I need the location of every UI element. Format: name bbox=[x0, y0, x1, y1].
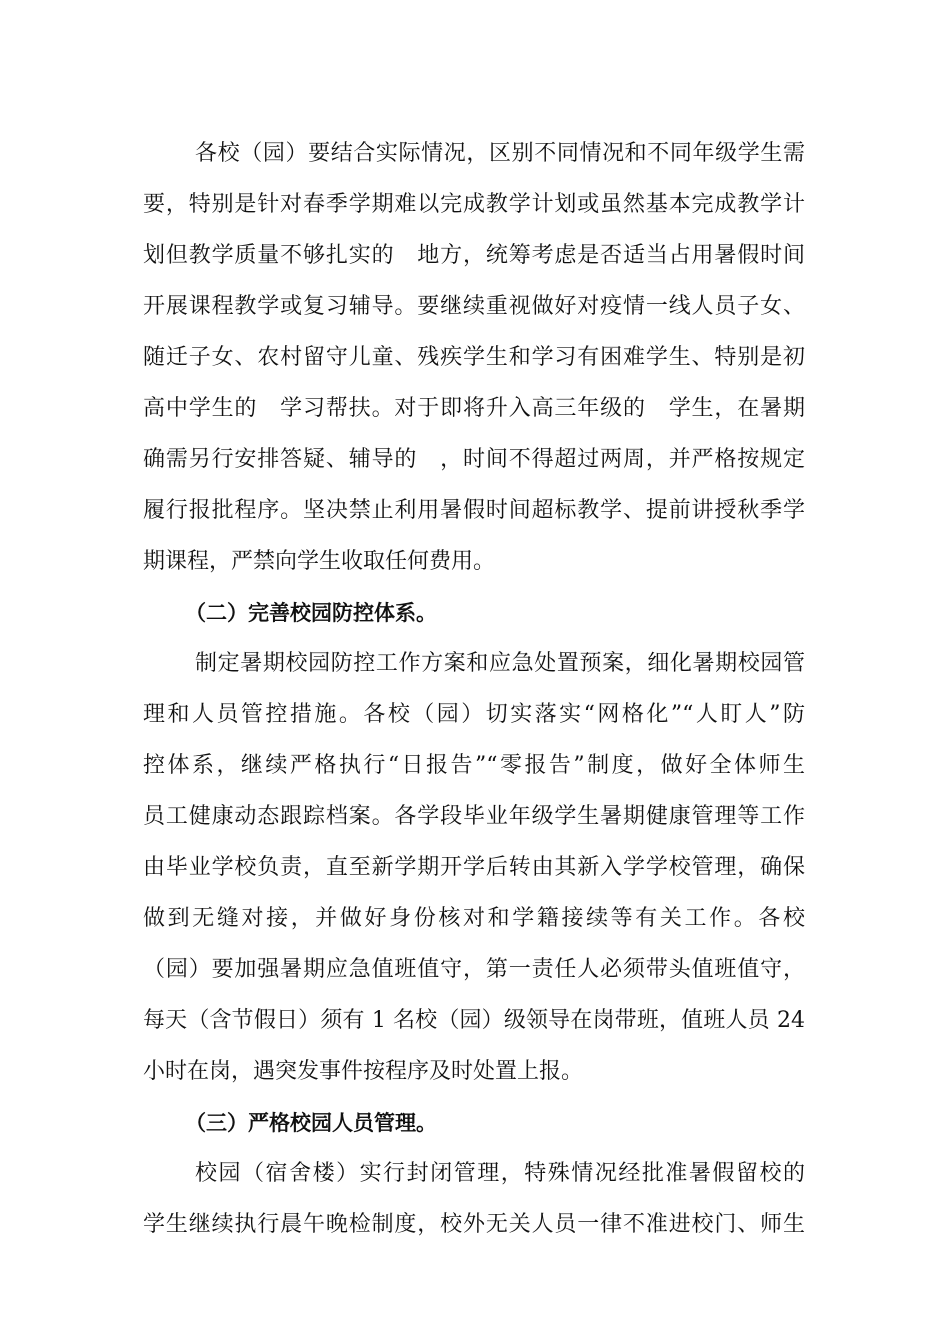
paragraph-2-line-3: 控体系，继续严格执行“日报告”“零报告”制度，做好全体师生 bbox=[143, 753, 805, 778]
paragraph-1-line-9: 期课程，严禁向学生收取任何费用。 bbox=[143, 549, 496, 574]
paragraph-2-line-7: （园）要加强暑期应急值班值守，第一责任人必须带头值班值守， bbox=[143, 957, 805, 982]
paragraph-1-line-7: 确需另行安排答疑、辅导的 ，时间不得超过两周，并严格按规定 bbox=[143, 447, 805, 472]
paragraph-1-line-1: 各校（园）要结合实际情况，区别不同情况和不同年级学生需 bbox=[195, 141, 805, 166]
paragraph-2-line-9: 小时在岗，遇突发事件按程序及时处置上报。 bbox=[143, 1059, 584, 1084]
paragraph-1-line-6: 高中学生的 学习帮扶。对于即将升入高三年级的 学生，在暑期 bbox=[143, 396, 805, 421]
paragraph-2-line-4: 员工健康动态跟踪档案。各学段毕业年级学生暑期健康管理等工作 bbox=[143, 804, 805, 829]
paragraph-2-line-8: 每天（含节假日）须有 1 名校（园）级领导在岗带班，值班人员 24 bbox=[143, 1008, 805, 1033]
paragraph-1-line-3: 划但教学质量不够扎实的 地方，统筹考虑是否适当占用暑假时间 bbox=[143, 243, 805, 268]
section-heading-3: （三）严格校园人员管理。 bbox=[185, 1111, 437, 1135]
paragraph-2-line-6: 做到无缝对接，并做好身份核对和学籍接续等有关工作。各校 bbox=[143, 906, 805, 931]
paragraph-1-line-4: 开展课程教学或复习辅导。要继续重视做好对疫情一线人员子女、 bbox=[143, 294, 805, 319]
paragraph-1-line-2: 要，特别是针对春季学期难以完成教学计划或虽然基本完成教学计 bbox=[143, 192, 805, 217]
paragraph-2-line-5: 由毕业学校负责，直至新学期开学后转由其新入学学校管理，确保 bbox=[143, 855, 805, 880]
paragraph-3-line-1: 校园（宿舍楼）实行封闭管理，特殊情况经批准暑假留校的 bbox=[195, 1161, 805, 1186]
paragraph-3-line-2: 学生继续执行晨午晚检制度，校外无关人员一律不准进校门、师生 bbox=[143, 1212, 805, 1237]
section-heading-2: （二）完善校园防控体系。 bbox=[185, 601, 437, 625]
paragraph-1-line-8: 履行报批程序。坚决禁止利用暑假时间超标教学、提前讲授秋季学 bbox=[143, 498, 805, 523]
paragraph-2-line-2: 理和人员管控措施。各校（园）切实落实“网格化”“人盯人”防 bbox=[143, 702, 805, 727]
paragraph-1-line-5: 随迁子女、农村留守儿童、残疾学生和学习有困难学生、特别是初 bbox=[143, 345, 805, 370]
paragraph-2-line-1: 制定暑期校园防控工作方案和应急处置预案，细化暑期校园管 bbox=[195, 651, 805, 676]
